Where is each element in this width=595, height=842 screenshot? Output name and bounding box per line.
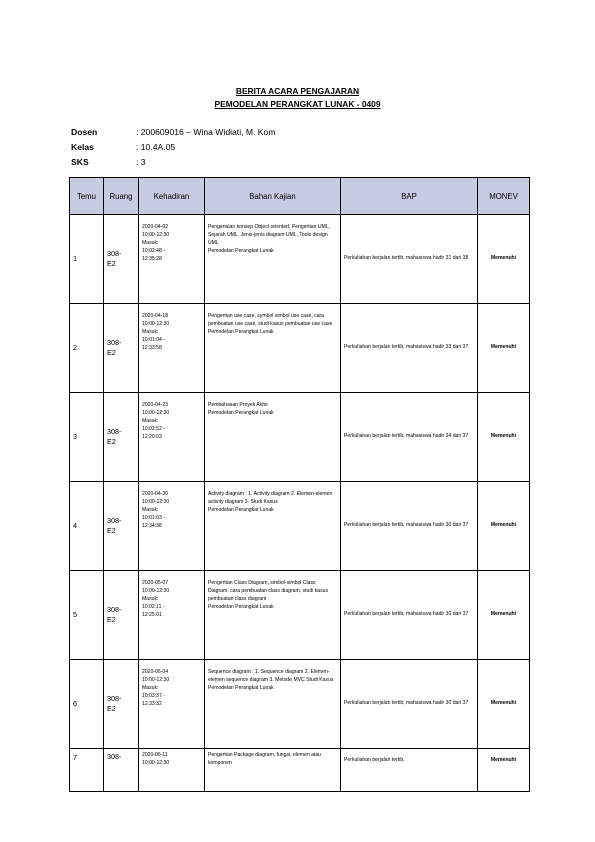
cell-monev: Memenuhi bbox=[478, 571, 530, 660]
table-row bbox=[70, 482, 530, 571]
cell-kehadiran: 2020-04-30 10:00-12:30 Masuk: 10:01:03 - 12:34:38 bbox=[139, 482, 205, 571]
cell-kehadiran: 2020-04-18 10:00-12:30 Masuk: 10:01:04 - 12:33:58 bbox=[139, 304, 205, 393]
cell-temu: 7 bbox=[70, 749, 104, 792]
cell-bahan-kajian: Activity diagram : 1. Activity diagram 2. Elemen-elemen activity diagram 3. Studi Kasus Pemodelan Perangkat Lunak bbox=[205, 482, 341, 571]
cell-kehadiran: 2020-05-07 10:00-12:30 Masuk: 10:02:11 - 12:25:01 bbox=[139, 571, 205, 660]
cell-monev: Memenuhi bbox=[478, 393, 530, 482]
meta-label: SKS bbox=[71, 157, 89, 167]
cell-bap: Perkuliahan berjalan tertib, bbox=[341, 749, 478, 792]
meta-label: Dosen bbox=[71, 127, 98, 137]
meta-value: : 10.4A.05 bbox=[136, 142, 176, 152]
cell-temu: 6 bbox=[70, 660, 104, 749]
cell-bahan-kajian: Sequence diagram : 1. Sequence diagram 2. Elemen-elemen sequence diagram 3. Metode MVC Studi Kasus Pemodelan Perangkat Lunak bbox=[205, 660, 341, 749]
table-row bbox=[70, 215, 530, 304]
document-subtitle: PEMODELAN PERANGKAT LUNAK - 0409 bbox=[214, 99, 381, 109]
cell-bahan-kajian: Pengertian use case, symbol simbol use case, cara pembuatan use case, studi kasus pembuatan use case Pemodelan Perangkat Lunak bbox=[205, 304, 341, 393]
header-ruang: Ruang bbox=[104, 178, 139, 215]
header-bap: BAP bbox=[341, 178, 478, 215]
cell-monev: Memenuhi bbox=[478, 482, 530, 571]
meta-value: : 200609016 – Wina Widiati, M. Kom bbox=[136, 127, 276, 137]
cell-ruang: 308- E2 bbox=[104, 304, 139, 393]
cell-temu: 2 bbox=[70, 304, 104, 393]
cell-ruang: 308- E2 bbox=[104, 393, 139, 482]
cell-kehadiran: 2020-04-23 10:00-12:30 Masuk: 10:02:52 - 12:20:03 bbox=[139, 393, 205, 482]
header-temu: Temu bbox=[70, 178, 104, 215]
cell-bahan-kajian: Pengenalan konsep Object oriented, Pengertian UML, Sejarah UML, Jenis-jenis diagram UML, Tools design UML Pemodelan Perangkat Lunak bbox=[205, 215, 341, 304]
table-row bbox=[70, 749, 530, 792]
cell-monev: Memenuhi bbox=[478, 660, 530, 749]
bap-table bbox=[69, 177, 530, 792]
cell-ruang: 308- E2 bbox=[104, 215, 139, 304]
cell-temu: 5 bbox=[70, 571, 104, 660]
cell-monev: Memenuhi bbox=[478, 304, 530, 393]
cell-monev: Memenuhi bbox=[478, 749, 530, 792]
cell-kehadiran: 2020-04-02 10:00-12:30 Masuk: 10:02:48 - 12:35:28 bbox=[139, 215, 205, 304]
cell-bap: Perkuliahan berjalan tertib, mahasiswa hadir 30 dari 37 bbox=[341, 571, 478, 660]
table-row bbox=[70, 304, 530, 393]
cell-ruang: 308- E2 bbox=[104, 482, 139, 571]
header-bahan-kajian: Bahan Kajian bbox=[205, 178, 341, 215]
cell-bap: Perkuliahan berjalan tertib, mahasiswa hadir 30 dari 37 bbox=[341, 482, 478, 571]
cell-kehadiran: 2020-06-04 10:00-12:30 Masuk: 10:03:37 - 12:33:32 bbox=[139, 660, 205, 749]
cell-bap: Perkuliahan berjalan tertib, mahasiswa hadir 31 dari 38 bbox=[341, 215, 478, 304]
table-row bbox=[70, 393, 530, 482]
cell-ruang: 308- E2 bbox=[104, 660, 139, 749]
document-title: BERITA ACARA PENGAJARAN bbox=[235, 86, 360, 96]
cell-monev: Memenuhi bbox=[478, 215, 530, 304]
meta-label: Kelas bbox=[71, 142, 94, 152]
header-monev: MONEV bbox=[478, 178, 530, 215]
table-row bbox=[70, 571, 530, 660]
cell-bap: Perkuliahan berjalan tertib, mahasiswa hadir 33 dari 37 bbox=[341, 304, 478, 393]
table-header-row bbox=[70, 178, 530, 215]
cell-temu: 4 bbox=[70, 482, 104, 571]
cell-ruang: 308- E2 bbox=[104, 571, 139, 660]
cell-ruang: 308- bbox=[104, 749, 139, 792]
cell-bahan-kajian: Pengertian Class Diagram, simbol-simbol Class Diagram, cara pembuatan class diagram, studi kasus pembuatan class diagram Pemodelan Perangkat Lunak bbox=[205, 571, 341, 660]
meta-value: : 3 bbox=[136, 157, 146, 167]
cell-bap: Perkuliahan berjalan tertib, mahasiswa hadir 30 dari 37 bbox=[341, 660, 478, 749]
table-row bbox=[70, 660, 530, 749]
header-kehadiran: Kehadiran bbox=[139, 178, 205, 215]
cell-kehadiran: 2020-06-11 10:00-12:30 bbox=[139, 749, 205, 792]
cell-bahan-kajian: Pembahasan Proyek Akhir Pemodelan Perangkat Lunak bbox=[205, 393, 341, 482]
cell-temu: 1 bbox=[70, 215, 104, 304]
cell-temu: 3 bbox=[70, 393, 104, 482]
cell-bap: Perkuliahan berjalan tertib, mahasiswa hadir 34 dari 37 bbox=[341, 393, 478, 482]
cell-bahan-kajian: Pengertian Package diagram, fungsi, elemen atau komponen bbox=[205, 749, 341, 792]
